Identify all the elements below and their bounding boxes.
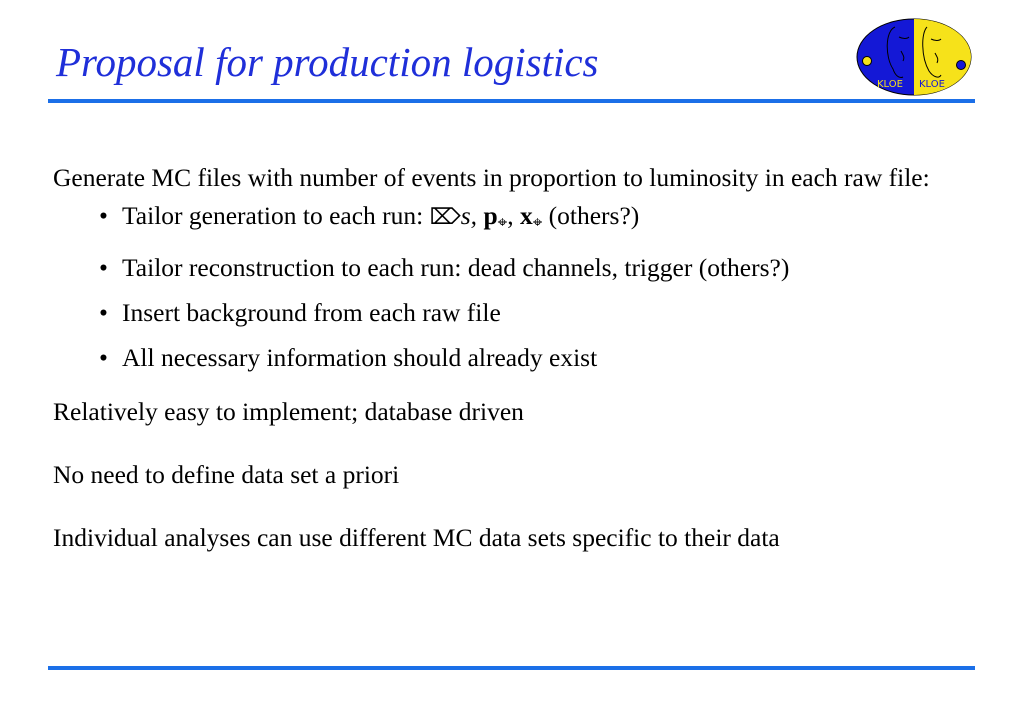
svg-text:KLOE: KLOE bbox=[919, 79, 945, 90]
bullet-dot-icon: • bbox=[99, 201, 108, 230]
svg-text:KLOE: KLOE bbox=[877, 79, 903, 90]
paragraph-apriori: No need to define data set a priori bbox=[53, 460, 400, 489]
bullet-dot-icon: • bbox=[99, 253, 108, 282]
bullet-information: • All necessary information should already exist bbox=[99, 340, 973, 376]
sqrt-s-icon: ⌦ bbox=[429, 204, 461, 229]
phi-subscript-icon: ⌖ bbox=[497, 213, 508, 232]
kloe-logo bbox=[855, 17, 973, 97]
intro-paragraph: Generate MC files with number of events in proportion to luminosity in each raw file: bbox=[53, 163, 930, 192]
paragraph-analyses: Individual analyses can use different MC data sets specific to their data bbox=[53, 523, 780, 552]
bullet-list bbox=[53, 198, 973, 376]
footer-divider bbox=[48, 666, 975, 670]
phi-subscript-icon: ⌖ bbox=[532, 213, 543, 232]
title-divider bbox=[48, 99, 975, 103]
slide-body bbox=[53, 160, 973, 556]
paragraph-easy: Relatively easy to implement; database driven bbox=[53, 397, 524, 426]
slide-title: Proposal for production logistics bbox=[56, 39, 599, 85]
bullet-generation: • Tailor generation to each run: ⌦s, $p_⌖$, $x_⌖$ (others?) bbox=[99, 198, 973, 241]
bullet-reconstruction: • Tailor reconstruction to each run: dead channels, trigger (others?) bbox=[99, 250, 973, 286]
bullet-dot-icon: • bbox=[99, 343, 108, 372]
bullet-background: • Insert background from each raw file bbox=[99, 295, 973, 331]
bullet-dot-icon: • bbox=[99, 298, 108, 327]
